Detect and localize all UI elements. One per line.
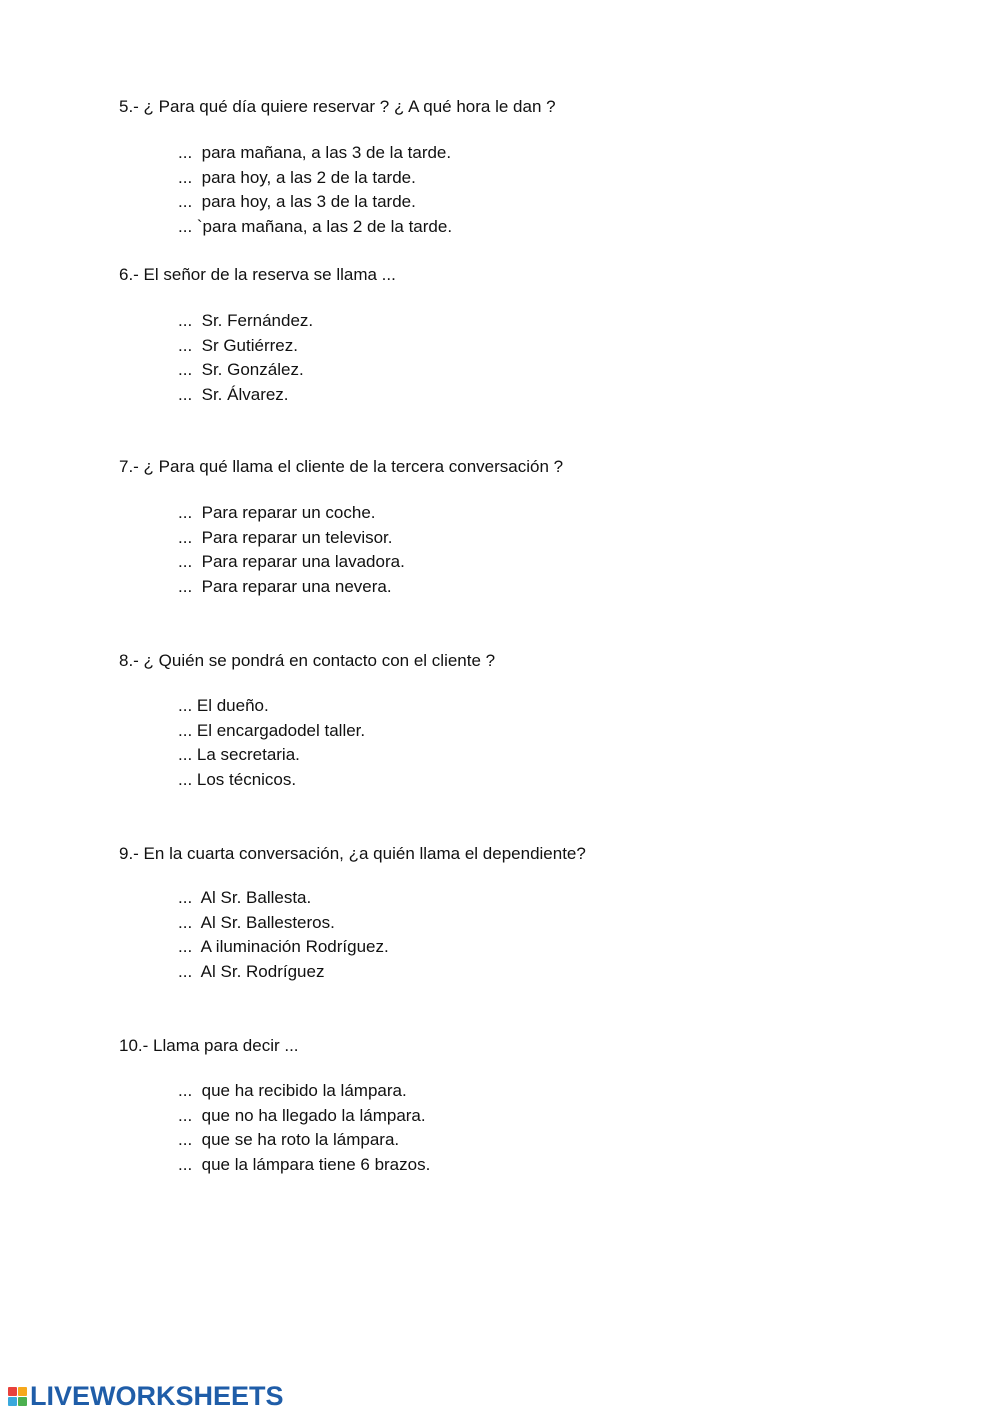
option-item[interactable]: ... Al Sr. Ballesta. [178, 888, 312, 907]
logo-square [8, 1397, 17, 1406]
option-item[interactable]: ... que ha recibido la lámpara. [178, 1081, 407, 1100]
option-item[interactable]: ... Para reparar una lavadora. [178, 552, 405, 571]
options-8 [178, 694, 365, 792]
option-item[interactable]: ... Sr. Álvarez. [178, 384, 289, 404]
options-10 [178, 1079, 430, 1177]
logo-mark-icon [8, 1387, 27, 1406]
logo-square [8, 1387, 17, 1396]
option-item[interactable]: ... Sr. González. [178, 360, 304, 379]
question-5: 5.- ¿ Para qué día quiere reservar ? ¿ A qué hora le dan ? [119, 97, 556, 116]
question-6: 6.- El señor de la reserva se llama ... [119, 265, 396, 284]
logo-square [18, 1397, 27, 1406]
options-7 [178, 501, 405, 599]
option-item[interactable]: ... Sr. Fernández. [178, 311, 314, 330]
option-item[interactable]: ... que no ha llegado la lámpara. [178, 1105, 426, 1125]
logo-square [18, 1387, 27, 1396]
option-item[interactable]: ... A iluminación Rodríguez. [178, 937, 389, 956]
option-item[interactable]: ... que la lámpara tiene 6 brazos. [178, 1154, 431, 1174]
option-item[interactable]: ... para hoy, a las 3 de la tarde. [178, 192, 416, 211]
liveworksheets-logo[interactable] [8, 1381, 284, 1411]
logo-text: LIVEWORKSHEETS [30, 1381, 284, 1411]
question-8: 8.- ¿ Quién se pondrá en contacto con el cliente ? [119, 651, 496, 670]
option-item[interactable]: ... que se ha roto la lámpara. [178, 1130, 400, 1149]
option-item[interactable]: ... Para reparar una nevera. [178, 576, 392, 596]
option-item[interactable]: ... La secretaria. [178, 745, 300, 764]
question-10: 10.- Llama para decir ... [119, 1036, 299, 1055]
options-6 [178, 309, 313, 407]
option-item[interactable]: ... El dueño. [178, 696, 269, 715]
question-7: 7.- ¿ Para qué llama el cliente de la tercera conversación ? [119, 457, 564, 476]
option-item[interactable]: ... Los técnicos. [178, 769, 297, 789]
options-9 [178, 886, 389, 984]
option-item[interactable]: ... para mañana, a las 3 de la tarde. [178, 143, 452, 162]
option-item[interactable]: ... Sr Gutiérrez. [178, 335, 298, 355]
option-item[interactable]: ... para hoy, a las 2 de la tarde. [178, 167, 416, 187]
option-item[interactable]: ... Al Sr. Ballesteros. [178, 912, 335, 932]
option-item[interactable]: ... El encargadodel taller. [178, 720, 366, 740]
option-item[interactable]: ... Al Sr. Rodríguez [178, 961, 325, 981]
option-item[interactable]: ... `para mañana, a las 2 de la tarde. [178, 216, 453, 236]
options-5 [178, 141, 452, 239]
option-item[interactable]: ... Para reparar un televisor. [178, 527, 393, 547]
question-9: 9.- En la cuarta conversación, ¿a quién llama el dependiente? [119, 844, 586, 863]
option-item[interactable]: ... Para reparar un coche. [178, 503, 376, 522]
